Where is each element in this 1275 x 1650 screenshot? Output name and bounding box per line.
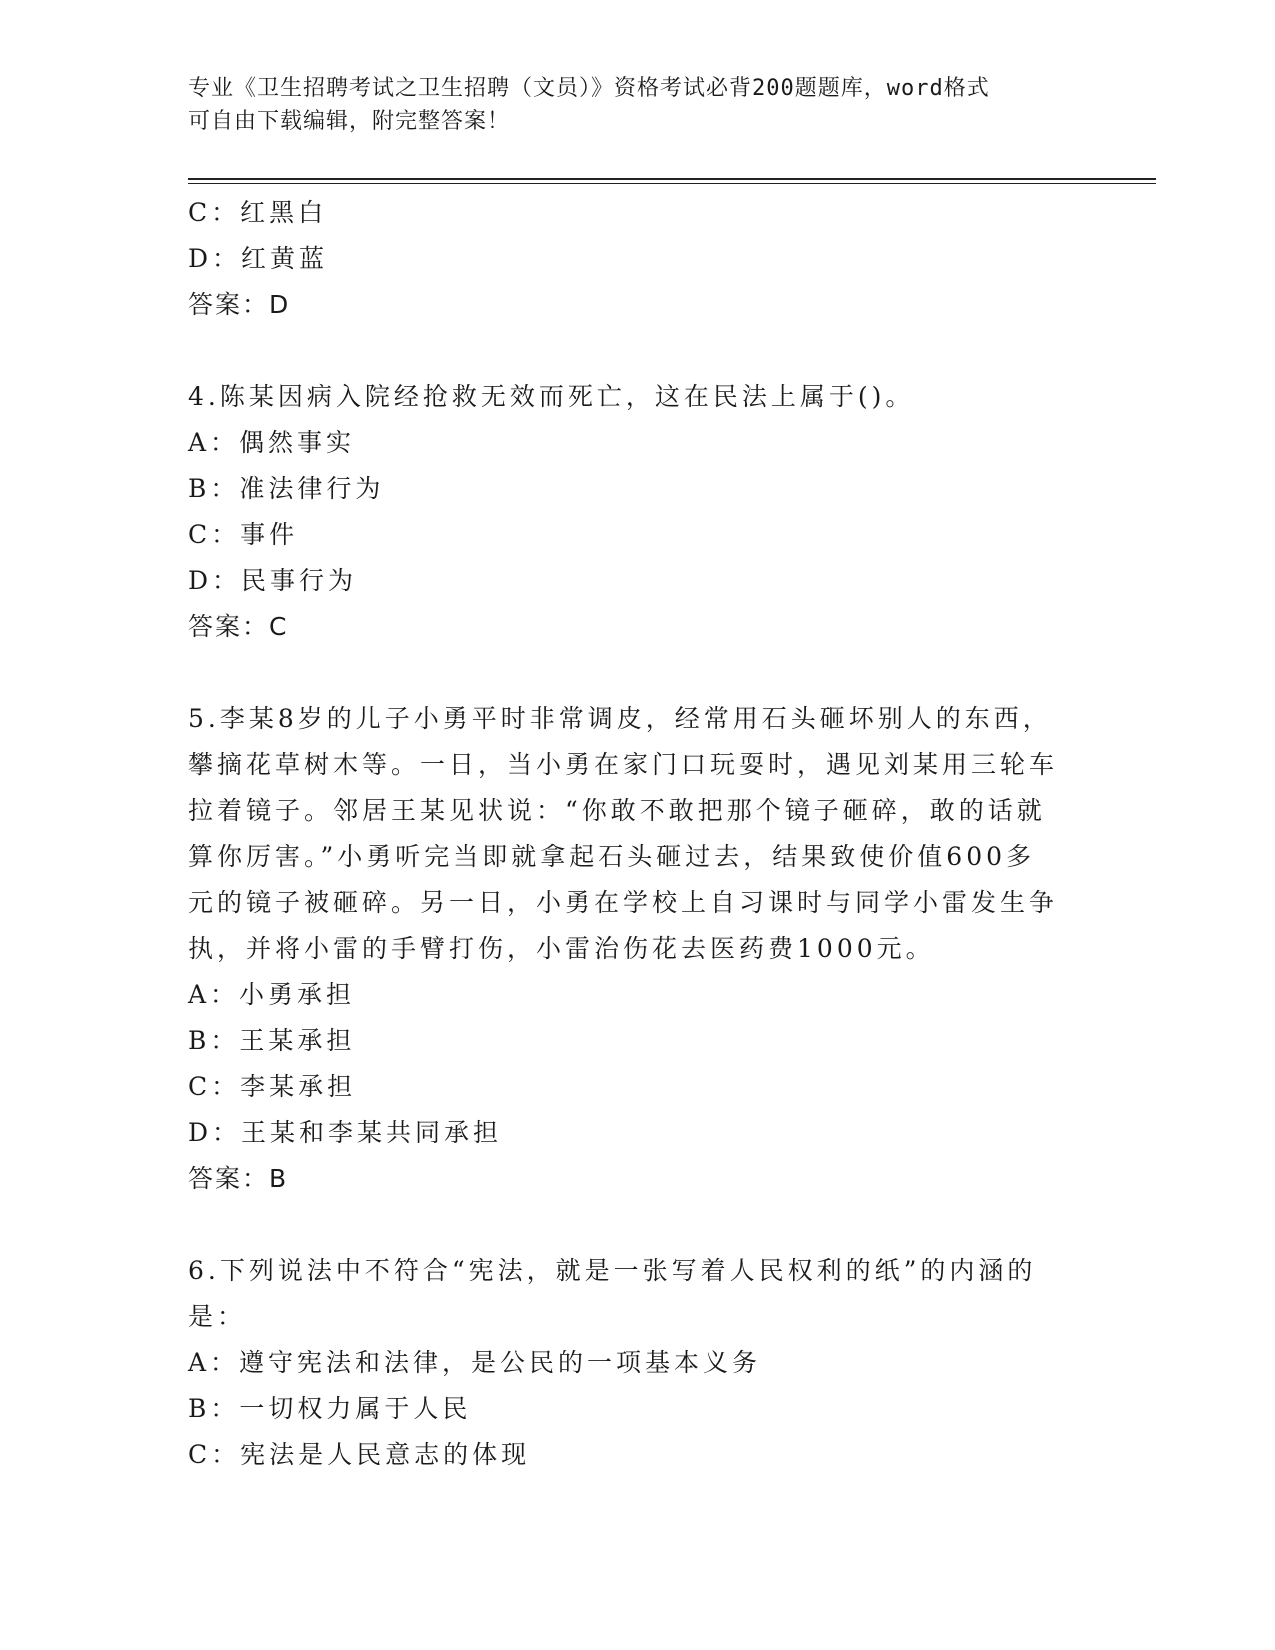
q6-stem-line: 是：: [188, 1302, 247, 1331]
q5-stem: [188, 696, 1088, 972]
q5-stem-line: 攀摘花草树木等。一日，当小勇在家门口玩耍时，遇见刘某用三轮车: [188, 750, 1059, 779]
q5-answer: 答案：B: [188, 1164, 289, 1193]
q5-stem-line: 拉着镜子。邻居王某见状说：“你敢不敢把那个镜子砸碎，敢的话就: [188, 796, 1046, 825]
q5-option-b: B：王某承担: [188, 1026, 356, 1055]
question-list: [188, 190, 1088, 1478]
header-line-2: 可自由下载编辑，附完整答案！: [188, 109, 511, 134]
q5-stem-line: 算你厉害。”小勇听完当即就拿起石头砸过去，结果致使价值600多: [188, 842, 1036, 871]
q4-option-c: C：事件: [188, 520, 299, 549]
question-5: [188, 696, 1088, 1202]
q5-stem-line: 5.李某8岁的儿子小勇平时非常调皮，经常用石头砸坏别人的东西，: [188, 704, 1052, 733]
header-divider-thin: [188, 183, 1156, 184]
q5-stem-line: 元的镜子被砸碎。另一日，小勇在学校上自习课时与同学小雷发生争: [188, 888, 1059, 917]
q6-stem-line: 6.下列说法中不符合“宪法，就是一张写着人民权利的纸”的内涵的: [188, 1256, 1037, 1285]
q5-option-d: D：王某和李某共同承担: [188, 1118, 503, 1147]
question-6: [188, 1248, 1088, 1478]
document-header: [188, 72, 1088, 138]
q5-option-a: A：小勇承担: [188, 980, 356, 1009]
q3-answer: 答案：D: [188, 290, 291, 319]
q4-option-d: D：民事行为: [188, 566, 358, 595]
q6-option-c: C：宪法是人民意志的体现: [188, 1440, 531, 1469]
q6-stem: [188, 1248, 1088, 1340]
question-3: [188, 190, 1088, 328]
q6-option-b: B：一切权力属于人民: [188, 1394, 472, 1423]
q5-stem-line: 执，并将小雷的手臂打伤，小雷治伤花去医药费1000元。: [188, 934, 935, 963]
q4-option-b: B：准法律行为: [188, 474, 385, 503]
q3-option-c: C：红黑白: [188, 198, 328, 227]
q4-option-a: A：偶然事实: [188, 428, 356, 457]
header-line-1: 专业《卫生招聘考试之卫生招聘（文员）》资格考试必背200题题库，word格式: [188, 76, 990, 101]
q4-stem: 4.陈某因病入院经抢救无效而死亡，这在民法上属于()。: [188, 382, 915, 411]
header-divider: [188, 178, 1156, 180]
question-4: [188, 374, 1088, 650]
q5-option-c: C：李某承担: [188, 1072, 357, 1101]
q3-option-d: D：红黄蓝: [188, 244, 329, 273]
q4-answer: 答案：C: [188, 612, 289, 641]
q6-option-a: A：遵守宪法和法律，是公民的一项基本义务: [188, 1348, 762, 1377]
